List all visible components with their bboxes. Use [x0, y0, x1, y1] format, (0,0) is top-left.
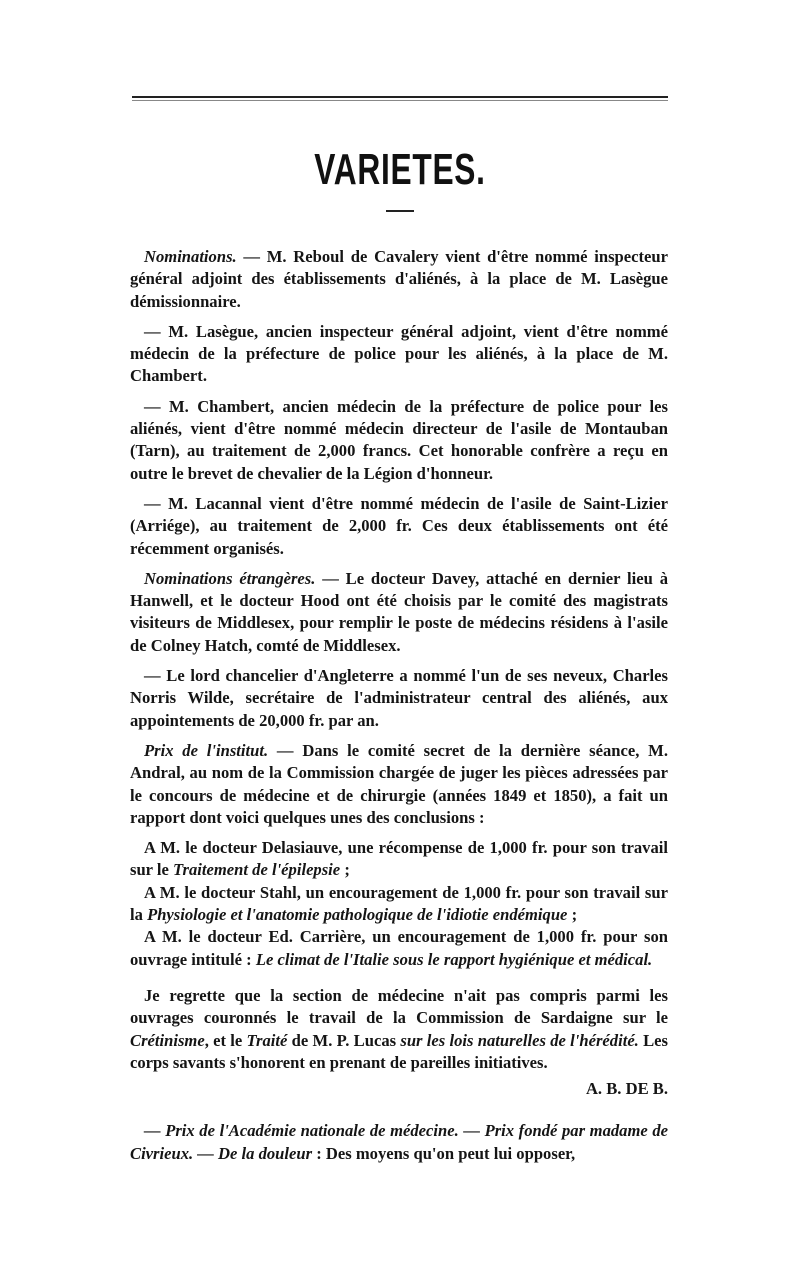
- paragraph-delasiauve: A M. le docteur Delasiauve, une récompense de 1,000 fr. pour son travail sur le Traitement de l'épilepsie ;: [130, 838, 668, 880]
- section-lead: Nominations étrangères.: [144, 568, 316, 588]
- paragraph-carriere: A M. le docteur Ed. Carrière, un encouragement de 1,000 fr. pour son ouvrage intitulé : Le climat de l'Italie sous le rapport hygiénique et médical.: [130, 927, 668, 969]
- section-lead: Prix de l'institut.: [144, 740, 269, 760]
- paragraph-lacannal: — M. Lacannal vient d'être nommé médecin de l'asile de Saint-Lizier (Arriége), au traitement de 2,000 fr. Ces deux établissements ont été récemment organisés.: [130, 493, 668, 558]
- title-rule: [386, 210, 414, 212]
- paragraph-foreign-nominations: Nominations étrangères. — Le docteur Davey, attaché en dernier lieu à Hanwell, et le docteur Hood ont été choisis par le comité des magistrats visiteurs de Middlesex, pour remplir le poste de médecins résidens à l'asile de Colney Hatch, comté de Middlesex.: [130, 568, 668, 655]
- paragraph-stahl: A M. le docteur Stahl, un encouragement de 1,000 fr. pour son travail sur la Physiologie et l'anatomie pathologique de l'idiotie endémique ;: [130, 882, 668, 925]
- header-rule: [132, 96, 668, 98]
- paragraph-institute-prize: Prix de l'institut. — Dans le comité secret de la dernière séance, M. Andral, au nom de la Commission chargée de juger les pièces adressées par le concours de médecine et de chirurgie (années 1849 et 1850), a fait un rapport dont voici quelques unes des conclusions :: [130, 740, 668, 827]
- signature: A. B. DE B.: [585, 1079, 668, 1099]
- article-body: [130, 246, 668, 1173]
- page-title: VARIETES.: [314, 145, 486, 194]
- paragraph-lasegue: — M. Lasègue, ancien inspecteur général adjoint, vient d'être nommé médecin de la préfecture de police pour les aliénés, à la place de M. Chambert.: [130, 321, 668, 386]
- paragraph-nominations: Nominations. — M. Reboul de Cavalery vient d'être nommé inspecteur général adjoint des établissements d'aliénés, à la place de M. Lasègue démissionnaire.: [130, 247, 668, 311]
- header-rule-thin: [132, 100, 668, 101]
- section-lead: Nominations.: [144, 247, 237, 266]
- paragraph-lord-chancellor: — Le lord chancelier d'Angleterre a nommé l'un de ses neveux, Charles Norris Wilde, secrétaire de l'administrateur central des aliénés, aux appointements de 20,000 fr. par an.: [130, 666, 668, 730]
- paragraph-academy-prize: — Prix de l'Académie nationale de médecine. — Prix fondé par madame de Civrieux. — De la douleur : Des moyens qu'on peut lui opposer,: [130, 1121, 668, 1163]
- paragraph-chambert: — M. Chambert, ancien médecin de la préfecture de police pour les aliénés, vient d'être nommé médecin directeur de l'asile de Montauban (Tarn), au traitement de 2,000 francs. Cet honorable confrère a reçu en outre le brevet de chevalier de la Légion d'honneur.: [130, 396, 668, 483]
- paragraph-regret: Je regrette que la section de médecine n'ait pas compris parmi les ouvrages couronnés le travail de la Commission de Sardaigne sur le Crétinisme, et le Traité de M. P. Lucas sur les lois naturelles de l'hérédité. Les corps savants s'honorent en prenant de pareilles initiatives.: [130, 985, 669, 1072]
